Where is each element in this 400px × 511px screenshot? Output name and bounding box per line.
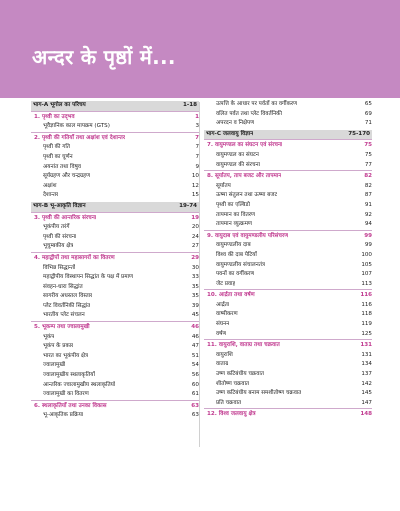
toc-page-number: 1 <box>195 113 199 120</box>
column-divider <box>199 102 200 447</box>
toc-page-number: 33 <box>191 274 199 281</box>
toc-topic-entry <box>31 182 199 192</box>
chapter-rule <box>204 408 372 409</box>
chapter-rule <box>204 230 372 231</box>
toc-page-number: 137 <box>361 371 372 378</box>
toc-page-number: 46 <box>191 333 199 340</box>
toc-page-number: 1-18 <box>183 102 197 108</box>
toc-page-number: 69 <box>364 110 372 117</box>
toc-page-number: 65 <box>364 101 372 107</box>
toc-page-number: 118 <box>361 311 372 318</box>
toc-page-number: 113 <box>361 280 372 287</box>
toc-topic-entry <box>31 311 199 321</box>
toc-topic-entry <box>31 381 199 391</box>
toc-entry-title: • वाष्पीकरण <box>216 310 238 320</box>
chapter-rule <box>31 252 199 253</box>
toc-topic-entry <box>204 211 372 221</box>
toc-page-number: 107 <box>361 271 372 278</box>
toc-page-number: 116 <box>360 292 372 299</box>
toc-topic-entry <box>31 172 199 182</box>
toc-page-number: 75-170 <box>348 130 370 137</box>
toc-entry-title: भाग-C जलवायु विज्ञान <box>206 130 254 137</box>
toc-chapter-entry <box>204 172 372 182</box>
toc-entry-title: • उष्ण कटिबंधीय बनाम समशीतोष्ण चक्रवात <box>216 389 301 399</box>
toc-entry-title: • आन्तरिक ज्वालामुखीय स्थलाकृतियाँ <box>43 381 115 391</box>
toc-entry-title: • वाताग्र <box>216 360 228 370</box>
toc-entry-title: • वर्षण <box>216 330 226 340</box>
toc-topic-entry <box>204 330 372 340</box>
toc-topic-entry <box>204 220 372 230</box>
toc-entry-title: • उष्ण कटिबंधीय चक्रवात <box>216 370 264 380</box>
chapter-rule <box>31 132 199 133</box>
toc-entry-title: • ज्वालामुखी का वितरण <box>43 390 89 400</box>
toc-entry-title: • वलित पर्वत तथा प्लेट विवर्तनिकी <box>216 110 282 120</box>
toc-topic-entry <box>31 342 199 352</box>
toc-entry-title: • भारत का भूकंपीय क्षेत्र <box>43 352 88 362</box>
toc-page-number: 116 <box>361 301 372 308</box>
toc-page-number: 27 <box>191 243 199 250</box>
toc-topic-entry <box>204 161 372 171</box>
toc-entry-title: • भूकंप के प्रकार <box>43 342 73 352</box>
toc-chapter-entry <box>31 214 199 224</box>
toc-page-number: 142 <box>361 380 372 387</box>
toc-entry-title: • सागरीय अधस्तल विस्तार <box>43 292 92 302</box>
toc-page-number: 131 <box>360 342 372 349</box>
toc-page-number: 75 <box>364 151 372 158</box>
chapter-rule <box>31 111 199 112</box>
toc-page-number: 51 <box>191 352 199 359</box>
toc-entry-title: • भूकंपीय तरंगें <box>43 223 70 233</box>
toc-page-number: 131 <box>361 351 372 358</box>
toc-page-number: 39 <box>191 302 199 309</box>
toc-page-number: 82 <box>364 182 372 189</box>
toc-page-number: 7 <box>195 134 199 141</box>
toc-topic-entry <box>204 360 372 370</box>
toc-chapter-entry <box>31 254 199 264</box>
toc-chapter-entry <box>204 232 372 242</box>
toc-entry-title: • प्रति चक्रवात <box>216 399 241 409</box>
toc-topic-entry <box>31 302 199 312</box>
toc-page-number: 100 <box>361 251 372 258</box>
toc-entry-title: • पृथ्वी का घूर्णन <box>43 153 73 163</box>
toc-topic-entry <box>204 119 372 129</box>
toc-chapter-entry <box>31 134 199 144</box>
toc-topic-entry <box>31 163 199 173</box>
toc-chapter-entry <box>204 341 372 351</box>
toc-chapter-entry <box>204 410 372 420</box>
toc-page-number: 145 <box>361 390 372 397</box>
toc-entry-title: 1. पृथ्वी का उद्‌भव <box>34 113 75 120</box>
toc-entry-title: 9. वायुदाब एवं वायुमण्डलीय परिसंचरण <box>207 232 289 239</box>
toc-topic-entry <box>204 380 372 390</box>
toc-entry-title: 12. विश्व जलवायु क्षेत्र <box>207 411 256 418</box>
toc-topic-entry <box>31 283 199 293</box>
toc-page-number: 75 <box>364 142 372 149</box>
toc-page-number: 60 <box>191 381 199 388</box>
toc-page-number: 20 <box>191 224 199 231</box>
chapter-rule <box>204 170 372 171</box>
toc-entry-title: • सूर्यग्रहण और चन्द्रग्रहण <box>43 172 90 182</box>
toc-chapter-entry <box>31 113 199 123</box>
toc-topic-entry <box>204 389 372 399</box>
toc-entry-title: • पवनों का वर्गीकरण <box>216 270 254 280</box>
toc-page-number: 9 <box>195 163 199 170</box>
toc-page-number: 35 <box>191 293 199 300</box>
toc-right-column <box>204 100 372 420</box>
chapter-rule <box>31 321 199 322</box>
toc-page-number: 3 <box>195 123 199 130</box>
toc-topic-entry <box>204 270 372 280</box>
toc-topic-entry <box>204 320 372 330</box>
toc-topic-entry <box>204 201 372 211</box>
toc-topic-entry <box>204 110 372 120</box>
toc-part-heading <box>31 101 199 111</box>
toc-entry-title: • अक्षांश <box>43 182 57 192</box>
toc-entry-title: 2. पृथ्वी की गतियाँ तथा अक्षांश एवं देशान्तर <box>34 134 126 141</box>
toc-entry-title: • भूचुम्बकीय क्षेत्र <box>43 242 73 252</box>
toc-entry-title: • पृथ्वी की संरचना <box>43 233 76 243</box>
toc-left-column <box>31 100 199 421</box>
toc-entry-title: • भू-आकृतिक प्रक्रिया <box>43 411 83 421</box>
toc-entry-title: 5. भूकम्प तथा ज्वालामुखी <box>34 324 90 331</box>
toc-topic-entry <box>31 143 199 153</box>
toc-entry-title: 10. आर्द्रता तथा वर्षण <box>207 292 255 299</box>
toc-page-number: 45 <box>191 312 199 319</box>
toc-topic-entry <box>204 191 372 201</box>
toc-entry-title: • पृथ्वी का एल्बिडो <box>216 201 250 211</box>
toc-chapter-entry <box>31 402 199 412</box>
chapter-rule <box>31 400 199 401</box>
toc-topic-entry <box>204 241 372 251</box>
toc-entry-title: • वायुमण्डलीय संचालनतंत्र <box>216 261 265 271</box>
toc-page-number: 105 <box>361 261 372 268</box>
toc-entry-title: • पृथ्वी की गति <box>43 143 70 153</box>
toc-page-number: 24 <box>191 233 199 240</box>
toc-page-number: 19 <box>191 214 199 221</box>
toc-topic-entry <box>204 100 372 110</box>
toc-entry-title: • विश्व की दाब पेटियाँ <box>216 251 257 261</box>
toc-part-heading <box>204 130 372 140</box>
toc-page-number: 54 <box>191 362 199 369</box>
toc-topic-entry <box>31 333 199 343</box>
toc-entry-title: • ज्वालामुखीय स्थलाकृतियाँ <box>43 371 95 381</box>
toc-entry-title: • संघनन <box>216 320 229 330</box>
toc-entry-title: • ज्वालामुखी <box>43 361 65 371</box>
toc-page-number: 63 <box>191 412 199 419</box>
chapter-rule <box>204 289 372 290</box>
toc-entry-title: 6. स्थलाकृतियाँ तथा उनका विकास <box>34 402 107 409</box>
toc-page-number: 61 <box>191 391 199 398</box>
toc-page-number: 134 <box>361 361 372 368</box>
toc-topic-entry <box>204 261 372 271</box>
toc-page-number: 10 <box>191 173 199 180</box>
toc-entry-title: भाग-B भू-आकृति विज्ञान <box>33 202 86 209</box>
toc-topic-entry <box>204 251 372 261</box>
toc-entry-title: 11. वायुराशि, वाताग्र तथा चक्रवात <box>207 342 280 349</box>
toc-page-number: 15 <box>191 192 199 199</box>
toc-entry-title: भाग-A भूगोल का परिचय <box>33 102 86 108</box>
toc-page-number: 19-74 <box>179 202 197 209</box>
toc-topic-entry <box>31 153 199 163</box>
toc-page-number: 35 <box>191 283 199 290</box>
toc-page-number: 119 <box>361 321 372 328</box>
toc-entry-title: • उत्पत्ति के आधार पर पर्वतों का वर्गीकरण <box>216 100 297 110</box>
toc-chapter-entry <box>204 141 372 151</box>
toc-page-number: 12 <box>191 182 199 189</box>
toc-chapter-entry <box>31 323 199 333</box>
toc-page-number: 46 <box>191 324 199 331</box>
toc-page-number: 125 <box>361 330 372 337</box>
toc-entry-title: • अपरदन व निक्षेपण <box>216 119 254 129</box>
toc-topic-entry <box>204 351 372 361</box>
toc-topic-entry <box>31 371 199 381</box>
toc-entry-title: • जेट प्रवाह <box>216 280 235 290</box>
toc-page-number: 91 <box>364 201 372 208</box>
page-title: अन्दर के पृष्ठों में... <box>32 45 176 69</box>
toc-entry-title: • देशान्तर <box>43 191 58 201</box>
toc-topic-entry <box>204 301 372 311</box>
toc-topic-entry <box>204 182 372 192</box>
toc-entry-title: • अयनांत तथा विषुव <box>43 163 81 173</box>
toc-entry-title: • आर्द्रता <box>216 301 229 311</box>
toc-page-number: 148 <box>360 411 372 418</box>
toc-page-number: 77 <box>364 161 372 168</box>
toc-entry-title: 3. पृथ्वी की आन्तरिक संरचना <box>34 214 97 221</box>
toc-chapter-entry <box>204 291 372 301</box>
title-banner <box>0 0 400 98</box>
toc-topic-entry <box>31 273 199 283</box>
toc-entry-title: • सूर्यातप <box>216 182 231 192</box>
toc-entry-title: 4. महाद्वीपों तथा महासागरों का वितरण <box>34 254 115 261</box>
toc-entry-title: • महाद्वीपीय विस्थापन सिद्धांत के पक्ष में प्रमाण <box>43 273 133 283</box>
toc-topic-entry <box>31 122 199 132</box>
toc-entry-title: • भूवैज्ञानिक काल मापक्रम (GTS) <box>43 122 110 132</box>
toc-page-number: 7 <box>195 153 199 160</box>
toc-page-number: 92 <box>364 211 372 218</box>
toc-topic-entry <box>31 223 199 233</box>
toc-entry-title: • तापमान का वितरण <box>216 211 255 221</box>
toc-topic-entry <box>204 151 372 161</box>
toc-page-number: 71 <box>364 120 372 127</box>
toc-page-number: 82 <box>364 173 372 180</box>
toc-topic-entry <box>31 191 199 201</box>
toc-topic-entry <box>31 352 199 362</box>
toc-entry-title: • भूकंप <box>43 333 54 343</box>
toc-entry-title: • प्लेट विवर्तनिकी सिद्धांत <box>43 302 90 312</box>
toc-page-number: 30 <box>191 264 199 271</box>
toc-page-number: 94 <box>364 221 372 228</box>
toc-topic-entry <box>204 370 372 380</box>
toc-topic-entry <box>31 233 199 243</box>
toc-page-number: 63 <box>191 402 199 409</box>
toc-page-number: 29 <box>191 254 199 261</box>
toc-topic-entry <box>31 361 199 371</box>
toc-entry-title: • तापमान व्युत्क्रमण <box>216 220 252 230</box>
toc-topic-entry <box>31 292 199 302</box>
toc-page-number: 47 <box>191 343 199 350</box>
toc-entry-title: • संवहन-धारा सिद्धांत <box>43 283 83 293</box>
toc-page-number: 56 <box>191 372 199 379</box>
toc-entry-title: • भारतीय प्लेट संचलन <box>43 311 85 321</box>
toc-page-number: 7 <box>195 144 199 151</box>
toc-entry-title: • वायुराशि <box>216 351 233 361</box>
toc-page-number: 147 <box>361 399 372 406</box>
toc-topic-entry <box>204 399 372 409</box>
toc-entry-title: 7. वायुमण्डल का संघटन एवं संरचना <box>207 142 283 149</box>
chapter-rule <box>204 139 372 140</box>
toc-entry-title: • ऊष्मा संतुलन तथा ऊष्मा बजट <box>216 191 277 201</box>
toc-part-heading <box>31 202 199 212</box>
toc-topic-entry <box>204 280 372 290</box>
toc-page-number: 99 <box>364 232 372 239</box>
toc-entry-title: • विभिन्न सिद्धान्तों <box>43 264 75 274</box>
toc-topic-entry <box>204 310 372 320</box>
toc-entry-title: • वायुमण्डलीय दाब <box>216 241 251 251</box>
toc-entry-title: • वायुमण्डल की संरचना <box>216 161 260 171</box>
toc-topic-entry <box>31 411 199 421</box>
toc-entry-title: • शीतोष्ण चक्रवात <box>216 380 249 390</box>
toc-topic-entry <box>31 264 199 274</box>
chapter-rule <box>31 212 199 213</box>
toc-page-number: 99 <box>364 242 372 249</box>
toc-topic-entry <box>31 390 199 400</box>
chapter-rule <box>204 339 372 340</box>
toc-entry-title: 8. सूर्यातप, ताप बजट और तापमान <box>207 173 282 180</box>
toc-topic-entry <box>31 242 199 252</box>
toc-page-number: 87 <box>364 192 372 199</box>
toc-entry-title: • वायुमण्डल का संघटन <box>216 151 259 161</box>
